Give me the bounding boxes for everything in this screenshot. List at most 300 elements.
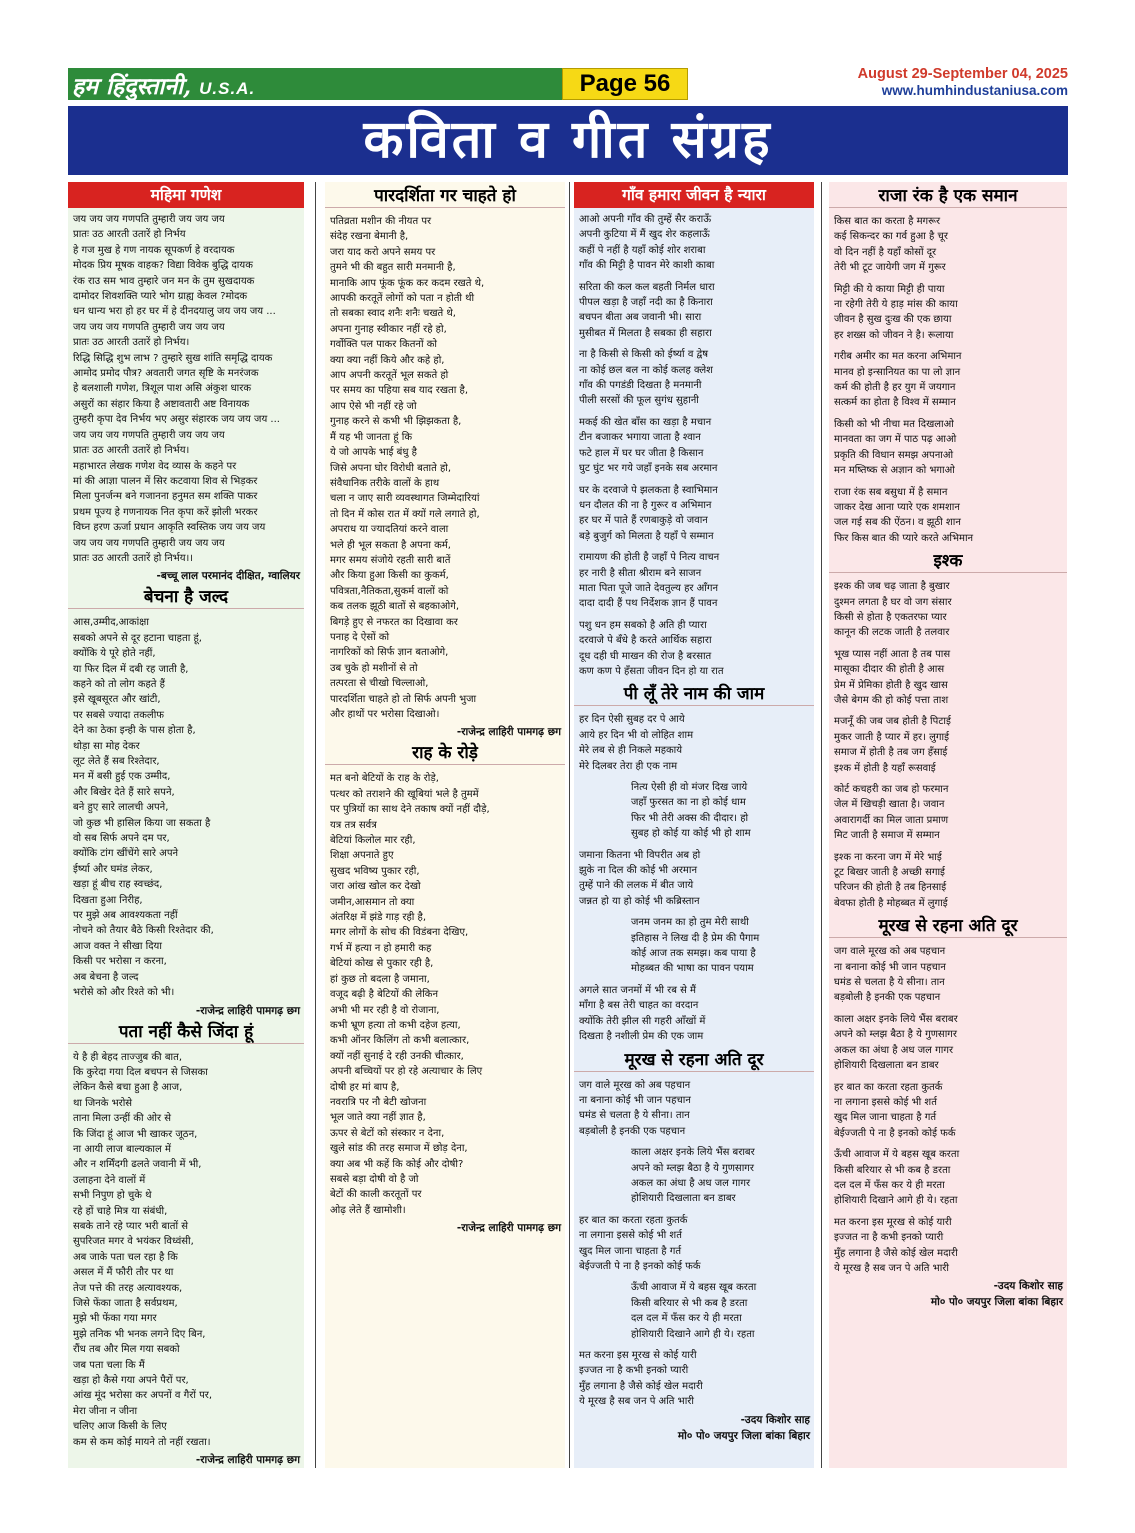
poem-line: वो दिन नहीं है यहाँ कोसों दूर (834, 246, 937, 258)
poem-line: मकई की खेत बाँस का खड़ा है मचान (579, 416, 712, 428)
poem-line: बेईज्जती पे ना है इनको कोई फर्क (834, 1127, 956, 1139)
poem-line: मां की आज्ञा पालन में सिर कटवाया शिव से भिड़कर (73, 475, 258, 487)
poem-line: बिगड़े हुए से नफरत का दिखावा कर (330, 616, 458, 628)
poem-line: क्या अब भी कहें कि कोई और दोषी? (330, 1158, 464, 1170)
issue-date: August 29-September 04, 2025 (857, 66, 1068, 82)
poem-line: प्रातः उठ आरती उतारें हो निर्भय।। (73, 552, 194, 564)
poem-line: लेकिन कैसे बचा हुआ है आज, (73, 1082, 183, 1094)
poem-line: क्योंकि तेरी झील सी गहरी आँखों में (579, 1015, 706, 1027)
poem-line: अब बेचना है जल्द (73, 971, 139, 983)
poem-line: अभी भी मर रही है वो रोजाना, (330, 1004, 440, 1016)
poem-line: गाँव की पगडंडी दिखता है मनमानी (579, 380, 702, 392)
poem-line: ना लगाना इससे कोई भी शर्त (579, 1230, 682, 1242)
poem-line: पतिव्रता मशीन की नीयत पर (330, 216, 432, 227)
poem-line: कब तलक झूठी बातों से बहकाओगे, (330, 601, 460, 613)
poem-line: कम से कम कोई मायने तो नहीं रखता। (73, 1436, 211, 1448)
poem-line: पत्थर को तराशने की खूबियां भले है तुममें (330, 788, 479, 800)
poem-line: रामायण की होती है जहाँ पे नित्य वाचन (579, 552, 720, 564)
poem-line: दूध दही घी माखन की रोज है बरसात (579, 650, 712, 662)
poem-line: गाँव की मिट्टी है पावन मेरे काशी काबा (579, 260, 715, 272)
poem-title: बेचना है जल्द (68, 586, 304, 609)
section-banner (68, 106, 1068, 175)
poem-title: मूरख से रहना अति दूर (574, 1049, 814, 1072)
poem-line: फिर किस बात की प्यारे करते अभिमान (834, 532, 974, 544)
poem-line: कहीं पे नहीं है यहाँ कोई शोर शराबा (579, 244, 706, 256)
poem-line: गर्भ में हत्या न हो हमारी कह (330, 942, 432, 954)
poem-body (574, 1074, 814, 1412)
poem-line: कभी भ्रूण हत्या तो कभी दहेज हत्या, (330, 1019, 461, 1031)
poem-line: जरा याद करो अपने समय पर (330, 246, 436, 258)
poem-line: गरीब अमीर का मत करना अभिमान (834, 351, 962, 363)
poem-body (68, 611, 304, 1002)
page-number: Page 56 (562, 68, 688, 100)
poem-line: ऊँची आवाज में ये बहस खूब करता (631, 1282, 757, 1294)
poem-line: जहाँ फुरसत का ना हो कोई धाम (631, 797, 746, 809)
poem-line: जाकर देख आना प्यारे एक शमशान (834, 501, 960, 513)
poem-body (829, 575, 1067, 913)
poem-line: हां कुछ तो बदला है जमाना, (330, 973, 430, 985)
poem-title: गाँव हमारा जीवन है न्यारा (574, 182, 814, 208)
poem-line: होशियारी दिखलाता बन डाबर (834, 1060, 939, 1072)
poem-line: कभी ऑनर किलिंग तो कभी बलात्कार, (330, 1035, 470, 1047)
column-3 (574, 182, 814, 1468)
poem-line: अपनी कुटिया में मैं खुद शेर कहलाऊँ (579, 229, 710, 241)
poem-line: ना लगाना इससे कोई भी शर्त (834, 1096, 937, 1108)
poem-line: मुझे तनिक भी भनक लगने दिए बिन, (73, 1328, 206, 1340)
poem-line: काला अक्षर इनके लिये भैंस बराबर (631, 1147, 755, 1159)
poem-line: हर घर में पाते हैं रणबाकुड़े वो जवान (579, 515, 708, 527)
poem-line: भूख प्यास नहीं आता है तब पास (834, 648, 951, 660)
poem-line: हे बलशाली गणेश, त्रिशूल पाश असि अंकुश धारक (73, 383, 252, 395)
poem-line: गुनाह करने से कभी भी झिझकता है, (330, 416, 462, 428)
poem-line: जो कुछ भी हासिल किया जा सकता है (73, 817, 211, 829)
poem-line: भूल जाते क्या नहीं ज्ञात है, (330, 1112, 426, 1124)
poem-line: ना कोई छल बल ना कोई कलह क्लेश (579, 364, 713, 376)
site-url-link[interactable]: www.humhindustaniusa.com (881, 83, 1068, 98)
poem-line: अपने को म्लझ बैठा है ये गुणसागर (834, 1029, 958, 1041)
poem-line: जरा आंख खोल कर देखो (330, 881, 421, 893)
poem-line: जब पता चला कि मैं (73, 1359, 145, 1371)
poem-line: किसी से होता है एकतरफा प्यार (834, 611, 947, 623)
poem-line: रहे हों चाहे मित्र या संबंधी, (73, 1205, 168, 1217)
poem-line: हर दिन ऐसी सुबह दर पे आये (579, 714, 685, 726)
poem-line: धन धान्य भरा हो हर घर में हे दीनदयालु जय जय जय ... (73, 306, 276, 318)
poem-line: किसी को भी नीचा मत दिखलाओ (834, 418, 954, 430)
poem-line: दल दल में फँस कर ये ही मरता (631, 1313, 742, 1325)
poem-line: इज्जत ना है कभी इनको प्यारी (579, 1365, 689, 1377)
poem-line: जग वाले मूरख को अब पहचान (579, 1079, 691, 1091)
poem-line: इश्क ना करना जग में मेरे भाई (834, 851, 942, 863)
poem-line: प्रातः उठ आरती उतारें हो निर्भय। (73, 337, 190, 349)
poem-line: बेटों की काली करतूतों पर (330, 1189, 422, 1201)
poem-line: अंतरिक्ष में झंडे गाड़ रही है, (330, 912, 427, 924)
poem-line: घमंड से चलता है ये सीना। तान (834, 977, 945, 989)
poem-body (68, 208, 304, 568)
poem-line: जय जय जय गणपति तुम्हारी जय जय जय (73, 537, 225, 549)
poem-line: कई सिकन्दर का गर्व हुआ है चूर (834, 231, 948, 243)
poem-line: नागरिकों को सिर्फ ज्ञान बताओगे, (330, 647, 449, 659)
poem-line: मुँह लगाना है जैसे कोई खेल मदारी (834, 1247, 958, 1259)
poem-line: प्रकृति की विधान समझ अपनाओ (834, 449, 954, 461)
poem-line: जेल में खिचड़ी खाता है। जवान (834, 799, 945, 811)
poem-line: तुमने भी की बहुत सारी मनमानी है, (330, 262, 456, 274)
poem-title: पता नहीं कैसे जिंदा हूं (68, 1021, 304, 1044)
poem-line: पर मुझे अब आवश्यकता नहीं (73, 910, 178, 922)
poem-line: अपराध या ज्यादतियां करने वाला (330, 524, 449, 536)
poem-line: और बिखेर देते हैं सारे सपने, (73, 786, 175, 798)
poem-line: मगर लोगों के सोच की विडंबना देखिए, (330, 927, 469, 939)
poem-line: जल गई सब की ऐंठन। व झूठी शान (834, 517, 961, 529)
poem-author: -बच्चू लाल परमानंद दीक्षित, ग्वालियर (156, 570, 300, 583)
poem-line: नोचने को तैयार बैठे किसी रिश्तेदार की, (73, 925, 214, 937)
poem-line: फिर भी तेरी अक्स की दीदार। हो (631, 812, 749, 824)
poem-line: इतिहास ने लिख दी है प्रेम की पैगाम (631, 932, 760, 944)
poem-line: दोषी हर मां बाप है, (330, 1081, 400, 1093)
poem-author: -राजेन्द्र लाहिरी पामगढ़ छग (195, 1004, 300, 1017)
poem-line: पर पुत्रियों का साथ देने तकाष क्यों नहीं दौड़े, (330, 804, 490, 816)
poem-line: ईर्ष्या और घमंड लेकर, (73, 863, 153, 875)
column-divider (821, 182, 822, 1468)
poem-line: इज्जत ना है कभी इनको प्यारी (834, 1232, 944, 1244)
poem-line: इसे खूबसूरत और खांटी, (73, 694, 161, 706)
poem-line: ऊपर से बेटों को संस्कार न देना, (330, 1127, 445, 1139)
poem-line: मुकर जाती है प्यार में हर। लुगाई (834, 731, 950, 743)
poem-line: प्रेम में प्रेमिका होती है खुद खास (834, 679, 948, 691)
poem-line: सत्कर्म का होता है विश्व में सम्मान (834, 397, 956, 409)
poem-line: कि कुरेदा गया दिल बचपन से जिसका (73, 1066, 208, 1078)
poem-line: वो सब सिर्फ अपने दम पर, (73, 833, 170, 845)
poem-line: मुँह लगाना है जैसे कोई खेल मदारी (579, 1380, 703, 1392)
poem-line: संदेह रखना बेमानी है, (330, 231, 409, 243)
poem-line: दिखता है नशीली प्रेम की एक जाम (579, 1031, 704, 1043)
poem-line: अगले सात जनमों में भी रब से मैं (579, 984, 697, 996)
poem-line: ऊँची आवाज में ये बहस खूब करता (834, 1149, 960, 1161)
poem-line: टीन बजाकर भगाया जाता है श्वान (579, 432, 701, 444)
poem-line: क्योंकि ये पूरे होते नहीं, (73, 648, 156, 660)
poem-line: बेटियां कोख से पुकार रही है, (330, 958, 434, 970)
poem-line: अकल का अंधा है अध जल गागर (834, 1044, 954, 1056)
poem-line: ना है किसी से किसी को ईर्ष्या व द्वेष (579, 349, 709, 361)
poem-line: समाज में होती है तब जग हँसाई (834, 747, 948, 759)
poem-body (68, 1046, 304, 1453)
poem-line: किसी बरियार से भी कब है डरता (834, 1164, 951, 1176)
poem-line: मन मष्तिष्क से अज्ञान को भगाओ (834, 465, 955, 477)
poem-line: तो सबका स्वाद शनैः शनैः चखते थे, (330, 308, 456, 320)
poem-body (829, 940, 1067, 1278)
poem-line: क्या क्या नहीं किये और कहे हो, (330, 354, 445, 366)
poem-line: खुद मिल जाना चाहता है गर्त (834, 1112, 937, 1124)
poem-line: ओढ़ लेते हैं खामोशी। (330, 1204, 406, 1216)
poem-line: कोई आज तक समझ। कब पाया है (631, 948, 756, 960)
poem-body (574, 208, 814, 681)
poem-line: संवैधानिक तरीके वालों के हाथ (330, 477, 440, 489)
poem-line: जन्नत हो या हो कोई भी कब्रिस्तान (579, 895, 700, 907)
poem-line: पीपल खड़ा है जहाँ नदी का है किनारा (579, 297, 713, 309)
poem-author: -उदय किशोर साह (993, 1280, 1063, 1293)
poem-line: ये मूरख है सब जन पे अति भारी (834, 1262, 949, 1274)
poem-line: थोड़ा सा मोह देकर (73, 740, 140, 752)
poem-line: इश्क में होती है यहाँ रूसवाई (834, 762, 936, 774)
poem-line: मगर समय संजोये रहती सारी बातें (330, 554, 451, 566)
poem-line: पारदर्शिता चाहते हो तो सिर्फ अपनी भुजा (330, 693, 477, 705)
banner-title: कविता व गीत संग्रह (363, 110, 773, 170)
poem-line: बेटियां किलोल मार रही, (330, 835, 416, 847)
poem-line: दरवाजे पे बँधे है करते आर्थिक सहारा (579, 635, 712, 647)
poem-line: अपना गुनाह स्वीकार नहीं रहे हो, (330, 323, 447, 335)
poem-line: बड़े बुजुर्ग को मिलता है यहाँ पे सम्मान (579, 530, 714, 542)
poem-line: बने हुए सारे लालची अपने, (73, 802, 169, 814)
poem-line: ना बनाना कोई भी जान पहचान (834, 961, 946, 973)
poem-line: घमंड से चलता है ये सीना। तान (579, 1110, 690, 1122)
poem-line: मजनूँ की जब जब होती है पिटाई (834, 716, 951, 728)
poem-line: खुले सांड की तरह समाज में छोड़ देना, (330, 1143, 468, 1155)
poem-line: नित्य ऐसी ही वो मंजर दिख जाये (631, 782, 748, 793)
poem-line: धन दौलत की ना है गुरूर व अभिमान (579, 499, 712, 511)
poem-title: राजा रंक है एक समान (829, 185, 1067, 208)
poem-line: देने का ठेका इन्ही के पास होता है, (73, 725, 196, 737)
poem-line: सबको अपने से दूर हटाना चाहता हूं, (73, 632, 202, 644)
poem-line: आंख मूंद भरोसा कर अपनों व गैरों पर, (73, 1390, 213, 1402)
poem-line: उब चुके हो मशीनों से तो (330, 662, 418, 674)
poem-author: -राजेन्द्र लाहिरी पामगढ़ छग (456, 1222, 561, 1235)
poem-line: कि जिंदा हूं आज भी खाकर जूठन, (73, 1128, 198, 1140)
poem-line: मानव हो इन्सानियत का पा लो ज्ञान (834, 366, 961, 378)
poem-line: मुसीबत में मिलता है सबका ही सहारा (579, 327, 712, 339)
poem-line: कानून की लटक जाती है तलवार (834, 627, 950, 639)
poem-line: क्योंकि टांग खींचेंगे सारे अपने (73, 848, 179, 860)
poem-line: तुम्हें पाने की ललक में बीत जाये (579, 880, 694, 892)
poem-line: तेज पत्ते की तरह अत्यावश्यक, (73, 1282, 183, 1294)
poem-line: मोहब्बत की भाषा का पावन पयाम (631, 963, 754, 975)
poem-line: आप अपनी करतूतें भूल सकते हो (330, 370, 449, 382)
poem-line: क्यों नहीं सुनाई दे रही उनकी चीत्कार, (330, 1050, 464, 1062)
poem-line: असुरों का संहार किया है अष्टावतारी अष्ट विनायक (73, 398, 250, 410)
poem-line: गर्वोक्ति पल पाकर कितनों को (330, 339, 438, 351)
poem-author: -राजेन्द्र लाहिरी पामगढ़ छग (195, 1454, 300, 1467)
poem-line: बड़बोली है इनकी एक पहचान (579, 1125, 686, 1137)
poem-line: खड़ा हूं बीच राह स्वच्छंद, (73, 879, 163, 891)
poem-line: हर नारी है सीता श्रीराम बने साजन (579, 567, 702, 579)
poem-line: होशियारी दिखाने आगे ही ये। रहता (631, 1328, 755, 1340)
poem-line: और हाथों पर भरोसा दिखाओ। (330, 709, 440, 720)
poem-line: और न शर्मिंदगी ढलते जवानी में भी, (73, 1159, 202, 1171)
poem-line: तेरी भी टूट जायेगी जग में गुरूर (834, 262, 946, 274)
poem-line: सरिता की कल कल बहती निर्मल धारा (579, 281, 715, 293)
poem-line: शिक्षा अपनाते हुए (330, 850, 394, 862)
column-divider (569, 182, 570, 1468)
poem-line: आज वक्त ने सीखा दिया (73, 940, 162, 952)
poem-line: चला न जाए सारी व्यवस्थागत जिम्मेदारियां (330, 493, 480, 505)
poem-line: मोदक प्रिय मूषक वाहक? विद्या विवेक बुद्धि दायक (73, 260, 253, 272)
poem-line: आप ऐसे भी नहीं रहे जो (330, 400, 417, 412)
poem-line: ना रहेगी तेरी ये हाड़ मांस की काया (834, 299, 958, 311)
poem-line: चलिए आज किसी के लिए (73, 1421, 167, 1433)
poem-line: मासूका दीदार की होती है आस (834, 664, 945, 676)
poem-title: महिमा गणेश (68, 182, 304, 208)
poem-line: पवित्रता,नैतिकता,सुकर्म वालों को (330, 585, 449, 597)
poem-line: आये हर दिन भी वो लोहित शाम (579, 729, 694, 741)
poem-title: पी लूँ तेरे नाम की जाम (574, 683, 814, 706)
poem-line: होशियारी दिखलाता बन डाबर (631, 1193, 736, 1205)
poem-line: आमोद प्रमोद पौत्र? अवतारी जगत सृष्टि के मनरंजक (73, 368, 259, 380)
poem-line: प्रातः उठ आरती उतारें हो निर्भय (73, 229, 186, 241)
poem-line: मेरा जीना न जीना (73, 1405, 138, 1417)
poem-line: जमीन,आसमान तो क्या (330, 896, 415, 908)
poem-line: अपने को म्लझ बैठा है ये गुणसागर (631, 1162, 755, 1174)
poem-title: इश्क (829, 550, 1067, 573)
brand-bar (68, 68, 562, 100)
poem-line: जनम जनम का हो तुम मेरी साथी (631, 917, 749, 929)
poem-line: दिखता हुआ निरीह, (73, 894, 143, 906)
poem-line: था जिनके भरोसे (73, 1097, 133, 1109)
brand-name: हम हिंदुस्तानी, U.S.A. (72, 73, 256, 100)
poem-line: रिद्धि सिद्धि शुभ लाभ ? तुम्हारे सुख शांति समृद्धि दायक (73, 352, 273, 364)
poem-line: बेईज्जती पे ना है इनको कोई फर्क (579, 1260, 701, 1272)
poem-line: राजा रंक सब बसुधा में है समान (834, 486, 948, 498)
column-4 (829, 182, 1067, 1468)
poem-line: रौंध तब और मिल गया सबको (73, 1344, 180, 1356)
poem-line: मेरे लब से ही निकले महकाये (579, 745, 683, 757)
poem-line: खुद मिल जाना चाहता है गर्त (579, 1245, 682, 1257)
poem-line: मेरे दिलबर तेरा ही एक नाम (579, 760, 678, 772)
column-1 (68, 182, 304, 1468)
poem-line: या फिर दिल में दबी रह जाती है, (73, 663, 189, 675)
brand-suffix: U.S.A. (199, 79, 256, 98)
poem-line: ये जो आपके भाई बंधु है (330, 447, 417, 459)
poem-author: -उदय किशोर साह (740, 1413, 810, 1426)
poem-line: लूट लेते हैं सब रिश्तेदार, (73, 756, 160, 767)
poem-line: दुश्मन लगता है घर वो जग संसार (834, 596, 952, 608)
poem-line: आपकी करतूतें लोगों को पता न होती थी (330, 293, 475, 305)
poem-line: अकल का अंधा है अध जल गागर (631, 1177, 751, 1189)
poem-line: परिजन की होती है तब हिनसाई (834, 882, 947, 894)
poem-line: उलाहना देने वालों में (73, 1174, 146, 1186)
poem-line: कोर्ट कचहरी का जब हो फरमान (834, 784, 949, 795)
poem-line: जमाना कितना भी विपरीत अब हो (579, 849, 701, 861)
poem-line: मत बनो बेटियों के राह के रोड़े, (330, 773, 439, 785)
poem-line: हर बात का करता रहता कुतर्क (579, 1214, 688, 1226)
poem-line: मुझे भी फेंका गया मगर (73, 1313, 157, 1325)
poem-line: कण कण पे हँसता जीवन दिन हो या रात (579, 665, 724, 677)
column-2 (325, 182, 565, 1468)
poem-author-address: मो० पो० जयपुर जिला बांका बिहार (930, 1296, 1063, 1309)
poem-line: ना आयी लाज बाल्यकाल में (73, 1143, 171, 1155)
poem-line: पर सबसे ज्यादा तकलीफ (73, 709, 165, 721)
poem-line: सबसे बड़ा दोषी वो है जो (330, 1173, 419, 1185)
poem-line: तो दिन में कोस रात में क्यों गले लगाते हो, (330, 508, 480, 520)
poem-line: काला अक्षर इनके लिये भैंस बराबर (834, 1013, 958, 1025)
poem-line: मानाकि आप फूंक फूंक कर कदम रखते थे, (330, 277, 485, 289)
poem-line: किसी पर भरोसा न करना, (73, 956, 167, 968)
poem-line: तुम्हरी कृपा देव निर्भय भए असुर संहारक जय जय जय ... (73, 414, 280, 426)
poem-line: जग वाले मूरख को अब पहचान (834, 946, 946, 958)
poem-line: हर बात का करता रहता कुतर्क (834, 1081, 943, 1093)
poem-line: मन में बसी हुई एक उम्मीद, (73, 771, 171, 783)
poem-line: सबके ताने रहे प्यार भरी बातों से (73, 1220, 189, 1232)
poem-line: कहने को तो लोग कहते हैं (73, 678, 165, 690)
poem-line: खड़ा हो कैसे गया अपने पैरों पर, (73, 1375, 189, 1387)
poem-line: भरोसे को और रिश्ते को भी। (73, 987, 175, 999)
poem-line: महाभारत लेखक गणेश वेद व्यास के कहने पर (73, 460, 237, 472)
poem-line: प्रातः उठ आरती उतारें हो निर्भय। (73, 445, 190, 457)
poem-line: अवारागर्दी का मिल जाता प्रमाण (834, 814, 949, 826)
poem-line: जय जय जय गणपति तुम्हारी जय जय जय (73, 429, 225, 441)
poem-line: जैसे बेगम की हो कोई पत्ता ताश (834, 694, 949, 706)
poem-line: प्रथम पूज्य हे गणनायक नित कृपा करें झोली भरकर (73, 506, 258, 518)
poem-body (325, 210, 565, 724)
poem-line: ये है ही बेहद ताज्जुब की बात, (73, 1051, 183, 1063)
poem-line: किस बात का करता है मगरूर (834, 216, 941, 227)
poem-line: जिसे फेंका जाता है सर्वप्रथम, (73, 1298, 178, 1309)
poem-line: किसी बरियार से भी कब है डरता (631, 1297, 748, 1309)
poem-body (325, 767, 565, 1220)
poem-line: तत्परता से चीखो चिल्लाओ, (330, 678, 429, 690)
poem-line: मैं यह भी जानता हूं कि (330, 431, 413, 443)
poem-line: पनाह दे ऐसों को (330, 631, 390, 643)
poem-line: अपनी बच्चियों पर हो रहे अत्याचार के लिए (330, 1066, 483, 1078)
poem-author-address: मो० पो० जयपुर जिला बांका बिहार (677, 1429, 810, 1442)
poem-author: -राजेन्द्र लाहिरी पामगढ़ छग (456, 726, 561, 739)
poem-line: मिट जाती है समाज में सम्मान (834, 830, 940, 842)
poem-line: और किया हुआ किसी का कुकर्म, (330, 570, 449, 582)
poem-line: फटे हाल में घर घर जीता है किसान (579, 447, 704, 459)
poem-line: घर के दरवाजे पे झलकता है स्वाभिमान (579, 484, 718, 496)
poem-line: घुट घुंट भर गये जहाँ इनके सब अरमान (579, 463, 718, 475)
poem-line: कर्म की होती है हर युग में जयगान (834, 382, 956, 394)
poem-line: सुखद भविष्य पुकार रही, (330, 865, 420, 877)
poem-line: यत्र तत्र सर्वत्र (330, 819, 377, 831)
poem-line: दादा दादी हैं पथ निर्देशक ज्ञान हैं पावन (579, 598, 718, 610)
poem-line: माता पिता पूजे जाते देवतुल्य हर आँगन (579, 582, 719, 594)
poem-line: सुपरिजत मगर वे भयंकर विध्वंसी, (73, 1236, 194, 1248)
poem-line: ये मूरख है सब जन पे अति भारी (579, 1396, 694, 1408)
poem-line: पीली सरसों की फूल सुगंध सुहानी (579, 395, 699, 407)
poem-line: सुबह हो कोई या कोई भी हो शाम (631, 828, 751, 840)
poem-line: मानवता का जग में पाठ पढ़ आओ (834, 434, 957, 446)
poem-line: ना बनाना कोई भी जान पहचान (579, 1094, 691, 1106)
poem-line: रंक राउ सम भाव तुम्हारे जन मन के तुम सुखदायक (73, 275, 255, 287)
poem-title: पारदर्शिता गर चाहते हो (325, 185, 565, 208)
poem-line: बड़बोली है इनकी एक पहचान (834, 992, 941, 1004)
poem-line: हे गज मुख हे गण नायक सूपकर्ण हे वरदायक (73, 244, 235, 256)
poem-line: नवरात्रि पर नौ बेटी खोजना (330, 1096, 427, 1108)
poem-line: हर शख्स को जीवन ने है। रूलाया (834, 329, 954, 341)
poem-line: जिसे अपना घोर विरोधी बताते हो, (330, 462, 452, 474)
poem-line: आस,उम्मीद,आकांक्षा (73, 617, 149, 629)
poem-line: अब जाके पता चल रहा है कि (73, 1251, 178, 1263)
poem-line: ताना मिला उन्हीं की ओर से (73, 1113, 171, 1125)
poem-line: झुके ना दिल की कोई भी अरमान (579, 865, 698, 877)
poem-line: बचपन बीता अब जवानी भी। सारा (579, 312, 702, 324)
poem-line: इश्क की जब चढ़ जाता है बुखार (834, 581, 950, 593)
poem-line: पर समय का पहिया सब याद रखता है, (330, 385, 469, 397)
poem-line: विघ्न हरण ऊर्जा प्रधान आकृति स्वस्तिक जय जय जय (73, 522, 266, 534)
poem-line: जीवन है सुख दुःख की एक छाया (834, 314, 952, 326)
column-divider (315, 182, 316, 1468)
poem-line: दामोदर शिवशक्ति प्यारे भोग ग्राह्य केवल ?मोदक (73, 291, 248, 303)
poem-line: मिला पुनर्जन्म बने गजानना हनुमत सम शक्ति पाकर (73, 491, 258, 503)
poem-title: मूरख से रहना अति दूर (829, 915, 1067, 938)
poem-line: मिट्टी की ये काया मिट्टी ही पाया (834, 283, 945, 295)
poem-line: सभी निपुण हो चुके थे (73, 1190, 152, 1202)
poem-line: जय जय जय गणपति तुम्हारी जय जय जय (73, 321, 225, 333)
poem-body (574, 708, 814, 1046)
poem-line: बेवफा होती है मोहब्बत में लुगाई (834, 897, 948, 909)
poem-line: वजूद बढ़ी है बेटियों की लेकिन (330, 989, 439, 1001)
poem-line: मत करना इस मूरख से कोई यारी (579, 1350, 697, 1361)
poem-line: होशियारी दिखाने आगे ही ये। रहता (834, 1195, 958, 1207)
poem-title: राह के रोड़े (325, 742, 565, 765)
